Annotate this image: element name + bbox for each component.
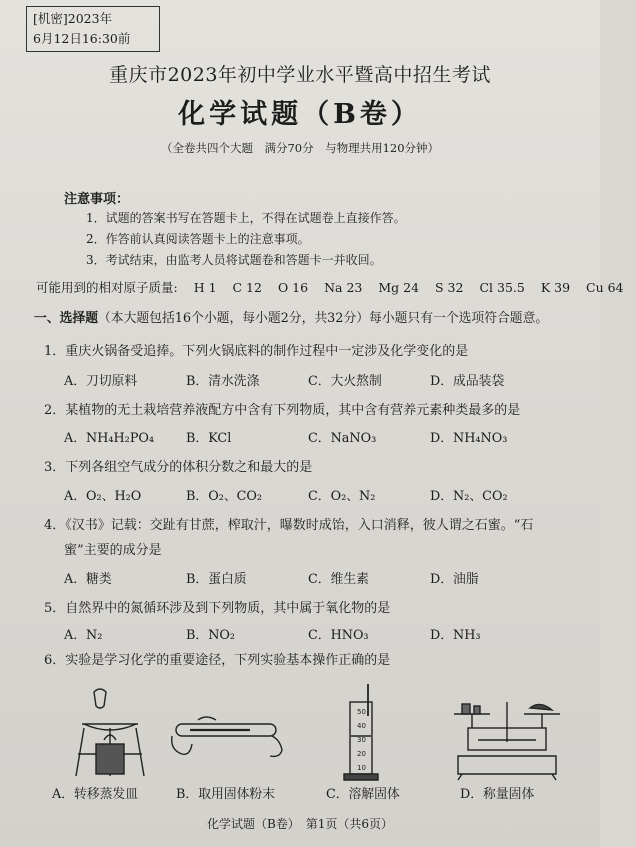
option-b: B．KCl xyxy=(186,431,232,446)
option-b: B．NO₂ xyxy=(186,628,236,643)
option-b: B．O₂、CO₂ xyxy=(186,489,263,504)
subject-title: 化学试题（B卷） xyxy=(178,99,422,130)
atomic-mass: H 1 xyxy=(193,280,217,295)
question-5-stem: 5．自然界中的氮循环涉及到下列物质，其中属于氧化物的是 xyxy=(44,601,391,616)
option-b: B．蛋白质 xyxy=(186,572,247,587)
option-a: A．N₂ xyxy=(64,628,103,643)
option-d: D．NH₃ xyxy=(430,628,481,643)
section-heading xyxy=(34,307,594,326)
option-d: D．油脂 xyxy=(430,572,479,587)
notes-list xyxy=(86,208,406,271)
figure-caption-c: C．溶解固体 xyxy=(326,787,400,802)
option-d: D．NH₄NO₃ xyxy=(430,431,508,446)
question-3-stem: 3．下列各组空气成分的体积分数之和最大的是 xyxy=(44,460,313,475)
option-c: C．HNO₃ xyxy=(308,628,369,643)
atomic-mass: K 39 xyxy=(540,280,571,295)
take-solid-powder-figure xyxy=(168,706,286,764)
page-footer: 化学试题（B卷） 第1页（共6页） xyxy=(206,817,394,831)
option-a: A．糖类 xyxy=(64,572,112,587)
exam-note: （全卷共四个大题 满分70分 与物理共用120分钟） xyxy=(160,141,440,155)
option-c: C．维生素 xyxy=(308,572,369,587)
atomic-mass: C 12 xyxy=(232,280,262,295)
cylinder-mark: 10 xyxy=(357,764,366,772)
option-d: D．N₂、CO₂ xyxy=(430,489,508,504)
cylinder-mark: 50 xyxy=(357,708,366,716)
question-6-stem: 6．实验是学习化学的重要途径，下列实验基本操作正确的是 xyxy=(44,653,391,668)
atomic-mass: Cu 64 xyxy=(586,280,624,295)
cylinder-mark: 40 xyxy=(357,722,366,730)
exam-title: 重庆市2023年初中学业水平暨高中招生考试 xyxy=(109,64,491,86)
transfer-evaporating-dish-figure xyxy=(62,684,158,780)
atomic-masses-label: 可能用到的相对原子质量: xyxy=(36,280,178,295)
balance-scale-figure xyxy=(448,694,566,780)
figure-caption-d: D．称量固体 xyxy=(460,787,535,802)
note-item: 3．考试结束，由监考人员将试题卷和答题卡一并收回。 xyxy=(86,253,382,267)
atomic-mass: Cl 35.5 xyxy=(479,280,525,295)
figure-caption-b: B．取用固体粉末 xyxy=(176,787,275,802)
option-a: A．NH₄H₂PO₄ xyxy=(64,431,155,446)
option-c: C．O₂、N₂ xyxy=(308,489,376,504)
atomic-mass: O 16 xyxy=(277,280,309,295)
option-c: C．大火熬制 xyxy=(308,374,382,389)
confidential-box xyxy=(26,6,160,52)
graduated-cylinder-figure xyxy=(338,684,384,784)
option-b: B．清水洗涤 xyxy=(186,374,260,389)
question-2-stem: 2．某植物的无土栽培营养液配方中含有下列物质，其中含有营养元素种类最多的是 xyxy=(44,403,521,418)
cylinder-mark: 20 xyxy=(357,750,366,758)
option-d: D．成品装袋 xyxy=(430,374,505,389)
option-c: C．NaNO₃ xyxy=(308,431,377,446)
atomic-mass: Mg 24 xyxy=(378,280,420,295)
atomic-mass: S 32 xyxy=(435,280,464,295)
notes-heading: 注意事项： xyxy=(64,192,130,207)
note-item: 1．试题的答案书写在答题卡上，不得在试题卷上直接作答。 xyxy=(86,211,406,225)
note-item: 2．作答前认真阅读答题卡上的注意事项。 xyxy=(86,232,310,246)
atomic-mass: Na 23 xyxy=(324,280,363,295)
cylinder-mark: 30 xyxy=(357,736,366,744)
section-title: 一、选择题 xyxy=(34,311,98,326)
question-1-stem: 1．重庆火锅备受追捧。下列火锅底料的制作过程中一定涉及化学变化的是 xyxy=(44,344,469,359)
question-4-stem: 4．《汉书》记载：交趾有甘蔗，榨取汁，曝数时成饴，入口消释，彼人谓之石蜜。“石 xyxy=(44,518,534,533)
confidential-line-1: [机密]2023年 xyxy=(33,11,113,26)
option-a: A．刀切原料 xyxy=(64,374,138,389)
figure-caption-a: A．转移蒸发皿 xyxy=(52,787,139,802)
question-4-stem-continued: 蜜”主要的成分是 xyxy=(64,543,162,558)
confidential-line-2: 6月12日16:30前 xyxy=(33,31,131,46)
option-a: A．O₂、H₂O xyxy=(64,489,142,504)
section-description: （本大题包括16个小题，每小题2分，共32分）每小题只有一个选项符合题意。 xyxy=(97,311,549,326)
atomic-masses xyxy=(36,278,624,296)
